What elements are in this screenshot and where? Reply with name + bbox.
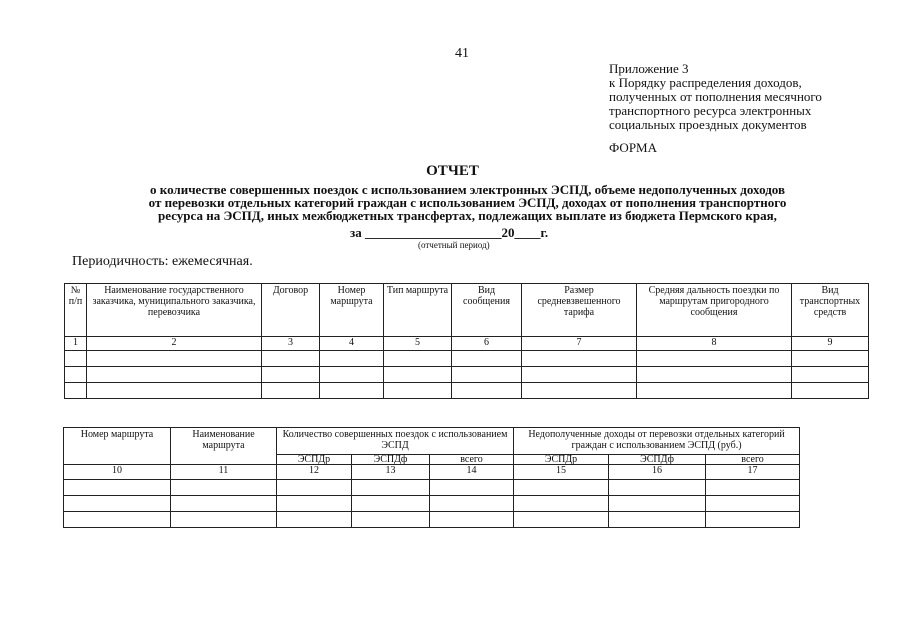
header-cell: Размер средневзвешенного тарифа [522,284,637,337]
column-number: 3 [262,337,320,351]
subheader-cell: ЭСПДф [609,455,706,465]
table-header-row [64,428,800,455]
table-row [65,367,869,383]
subtitle-line: от перевозки отдельных категорий граждан с использованием ЭСПД, доходах от пополнения транспортного [148,195,787,210]
subtitle-line: ресурса на ЭСПД, иных межбюджетных трансфертах, подлежащих выплате из бюджета Пермского края, [158,208,777,223]
header-cell: Недополученные доходы от перевозки отдельных категорий граждан с использованием ЭСПД (руб.) [514,428,800,455]
subheader-cell: ЭСПДр [277,455,352,465]
column-number: 5 [384,337,452,351]
header-cell: Номер маршрута [320,284,384,337]
page-number: 41 [455,46,469,61]
table-row [65,351,869,367]
column-number: 14 [430,465,514,480]
header-cell: Наименование маршрута [171,428,277,465]
column-number: 17 [706,465,800,480]
header-cell: Тип маршрута [384,284,452,337]
table-header-row [65,284,869,337]
column-number: 15 [514,465,609,480]
periodicity-text: Периодичность: ежемесячная. [72,254,253,269]
column-number: 7 [522,337,637,351]
column-number: 6 [452,337,522,351]
appendix-line: Приложение 3 [609,61,689,76]
report-subtitle [80,183,855,222]
form-label: ФОРМА [609,140,657,155]
column-number: 2 [87,337,262,351]
header-cell: Договор [262,284,320,337]
report-title: ОТЧЕТ [426,163,479,179]
table-row [64,480,800,496]
header-cell: Вид транспортных средств [792,284,869,337]
appendix-line: полученных от пополнения месячного [609,89,822,104]
reporting-period-hint: (отчетный период) [418,240,490,250]
appendix-line: социальных проездных документов [609,117,807,132]
appendix-note [609,62,822,132]
appendix-line: транспортного ресурса электронных [609,103,812,118]
subtitle-line: о количестве совершенных поездок с использованием электронных ЭСПД, объеме недополученных доходов [150,182,785,197]
header-cell: Наименование государственного заказчика, муниципального заказчика, перевозчика [87,284,262,337]
appendix-line: к Порядку распределения доходов, [609,75,802,90]
column-number: 9 [792,337,869,351]
header-cell: № п/п [65,284,87,337]
report-table-routes [63,427,800,528]
column-number: 4 [320,337,384,351]
subheader-cell: ЭСПДр [514,455,609,465]
column-number: 13 [352,465,430,480]
header-cell: Количество совершенных поездок с использованием ЭСПД [277,428,514,455]
header-cell: Вид сообщения [452,284,522,337]
column-number: 12 [277,465,352,480]
report-table-main [64,283,869,399]
column-number-row [65,337,869,351]
header-cell: Номер маршрута [64,428,171,465]
table-row [65,383,869,399]
subheader-cell: ЭСПДф [352,455,430,465]
column-number: 11 [171,465,277,480]
column-number: 16 [609,465,706,480]
table-row [64,512,800,528]
subheader-cell: всего [706,455,800,465]
subheader-cell: всего [430,455,514,465]
column-number: 8 [637,337,792,351]
header-cell: Средняя дальность поездки по маршрутам пригородного сообщения [637,284,792,337]
table-row [64,496,800,512]
column-number: 1 [65,337,87,351]
column-number: 10 [64,465,171,480]
column-number-row [64,465,800,480]
reporting-period-line: за _____________________20____г. [350,225,549,240]
